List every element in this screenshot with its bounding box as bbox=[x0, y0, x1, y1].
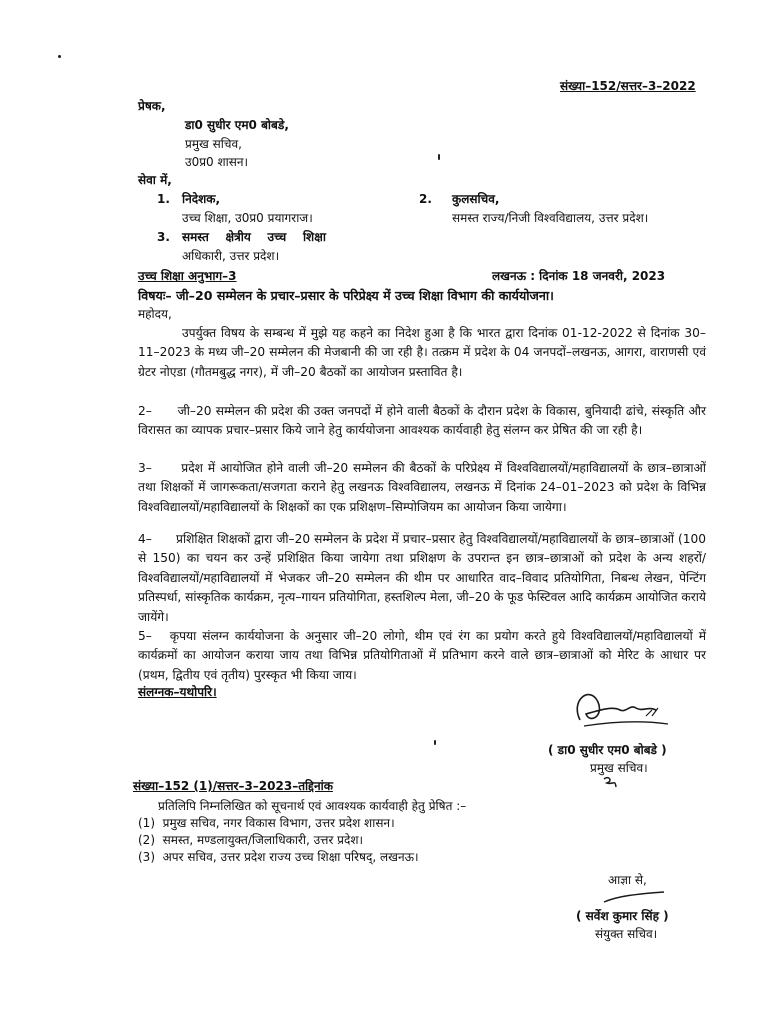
by-order: आज्ञा से, bbox=[608, 873, 647, 887]
copy-item-2: (2) समस्त, मण्डलायुक्त/जिलाधिकारी, उत्तर प्रदेश। bbox=[138, 833, 364, 847]
salutation: महोदय, bbox=[138, 307, 172, 321]
copy-item-3: (3) अपर सचिव, उत्तर प्रदेश राज्य उच्च शिक्षा परिषद्, लखनऊ। bbox=[138, 850, 419, 864]
recipient-1-detail: उच्च शिक्षा, उ0प्र0 प्रयागराज। bbox=[182, 211, 313, 225]
recipient-3-number: 3. bbox=[157, 230, 170, 244]
reference-number: संख्या–152/सत्तर–3–2022 bbox=[560, 79, 696, 93]
sender-name: डा0 सुधीर एम0 बोबडे, bbox=[185, 118, 289, 132]
signatory-1-designation: प्रमुख सचिव। bbox=[590, 761, 648, 775]
paragraph-2: 2– जी–20 सम्मेलन की प्रदेश की उक्त जनपदों में होने वाली बैठकों के दौरान प्रदेश के विकास, बुनियादी ढांचे, संस्कृति और विरासत का व्यापक प्रचार–प्रसार किये जाने हेतु कार्ययोजना आवश्यक कार्यवाही हेतु संलग्न कर प्रेषित की जा रही है। bbox=[138, 404, 710, 438]
paragraph-1-text: उपर्युक्त विषय के सम्बन्ध में मुझे यह कहने का निदेश हुआ है कि भारत द्वारा दिनांक 01-12-2022 से दिनांक 30–11–2023 के मध्य जी–20 सम्मेलन की मेजबानी की जा रही है। तत्क्रम में प्रदेश के 04 जनपदों–लखनऊ, आगरा, वाराणसी एवं ग्रेटर नोएडा (गौतमबुद्ध नगर), में जी–20 बैठकों का आयोजन प्रस्तावित है। bbox=[138, 326, 706, 379]
recipient-1-title: निदेशक, bbox=[182, 192, 221, 206]
signatory-1-name: ( डा0 सुधीर एम0 बोबडे ) bbox=[548, 743, 667, 757]
subject-line: विषयः– जी–20 सम्मेलन के प्रचार–प्रसार के परिप्रेक्ष्य में उच्च शिक्षा विभाग की कार्ययोजना। bbox=[138, 288, 554, 303]
sender-office: उ0प्र0 शासन। bbox=[185, 155, 249, 169]
copy-reference-number: संख्या–152 (1)/सत्तर–3–2023–तद्दिनांक bbox=[133, 779, 333, 793]
handwritten-signature-2 bbox=[600, 888, 670, 908]
initial-mark bbox=[601, 775, 619, 791]
recipient-2-number: 2. bbox=[419, 192, 432, 206]
copy-item-1: (1) प्रमुख सचिव, नगर विकास विभाग, उत्तर प्रदेश शासन। bbox=[138, 816, 395, 830]
recipient-3-detail: अधिकारी, उत्तर प्रदेश। bbox=[182, 249, 280, 263]
scan-speck bbox=[58, 55, 61, 58]
sender-label: प्रेषक, bbox=[138, 99, 166, 113]
paragraph-5: 5– कृपया संलग्न कार्ययोजना के अनुसार जी–20 लोगो, थीम एवं रंग का प्रयोग करते हुये विश्वविद्यालयों/महाविद्यालयों में कार्यक्रमों का आयोजन कराया जाय तथा विभिन्न प्रतियोगिताओं में प्रतिभाग करने वाले छात्र–छात्राओं को मेरिट के आधार पर (प्रथम, द्वितीय एवं तृतीय) पुरस्कृत भी किया जाय। bbox=[138, 629, 710, 682]
recipient-1-number: 1. bbox=[157, 192, 170, 206]
recipient-2-title: कुलसचिव, bbox=[452, 192, 500, 206]
section-name: उच्च शिक्षा अनुभाग–3 bbox=[138, 269, 237, 283]
recipient-2-detail: समस्त राज्य/निजी विश्वविद्यालय, उत्तर प्रदेश। bbox=[452, 211, 649, 225]
paragraph-1 bbox=[138, 324, 706, 382]
signatory-2-designation: संयुक्त सचिव। bbox=[595, 927, 658, 941]
place-date: लखनऊ : दिनांक 18 जनवरी, 2023 bbox=[492, 269, 666, 283]
recipient-3-title: समस्त क्षेत्रीय उच्च शिक्षा bbox=[182, 230, 326, 244]
copy-intro: प्रतिलिपि निम्नलिखित को सूचनार्थ एवं आवश्यक कार्यवाही हेतु प्रेषित :– bbox=[158, 799, 467, 813]
scan-speck bbox=[434, 740, 436, 745]
handwritten-signature-1 bbox=[560, 680, 680, 744]
signatory-2-name: ( सर्वेश कुमार सिंह ) bbox=[576, 909, 669, 923]
sender-designation: प्रमुख सचिव, bbox=[185, 137, 242, 151]
scan-speck bbox=[438, 154, 440, 160]
enclosure-note: संलग्नक–यथोपरि। bbox=[138, 685, 217, 699]
paragraph-4: 4– प्रशिक्षित शिक्षकों द्वारा जी–20 सम्मेलन के प्रदेश में प्रचार–प्रसार हेतु विश्वविद्यालयों/महाविद्यालयों के छात्र–छात्राओं (100 से 150) का चयन कर उन्हें प्रशिक्षित किया जायेगा तथा प्रशिक्षण के उपरान्त इन छात्र–छात्राओं को प्रदेश के अन्य शहरों/विश्वविद्यालयों/महाविद्यालयों में भेजकर जी–20 सम्मेलन की थीम पर आधारित वाद–विवाद प्रतियोगिता, निबन्ध लेखन, पेन्टिंग प्रतिस्पर्धा, सांस्कृतिक कार्यक्रम, नृत्य–गायन प्रतियोगिता, हस्तशिल्प मेला, जी–20 के फूड फेस्टिवल आदि कार्यक्रम आयोजित कराये जायेंगे। bbox=[138, 532, 710, 624]
recipients-label: सेवा में, bbox=[138, 173, 172, 187]
paragraph-3: 3– प्रदेश में आयोजित होने वाली जी–20 सम्मेलन की बैठकों के परिप्रेक्ष्य में विश्वविद्यालयों/महाविद्यालयों के छात्र–छात्राओं तथा शिक्षकों में जागरूकता/सजगता कराने हेतु लखनऊ विश्वविद्यालय, लखनऊ में दिनांक 24–01–2023 को प्रदेश के विभिन्न विश्वविद्यालयों/महाविद्यालयों के शिक्षकों का एक प्रशिक्षण–सिम्पोजियम का आयोजन किया जायेगा। bbox=[138, 461, 710, 514]
